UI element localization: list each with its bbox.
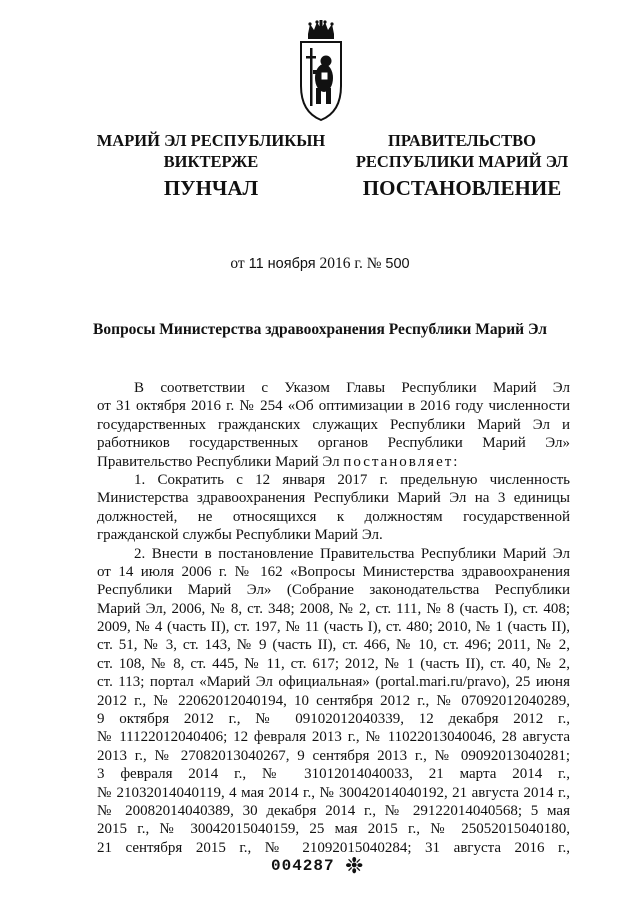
- body-line: от 31 октября 2016 г. № 254 «Об оптимизации в 2016 году численности: [97, 398, 570, 415]
- body-line: 2009, № 4 (часть II), ст. 197, № 11 (часть I), ст. 480; 2010, № 1 (часть II),: [97, 619, 570, 636]
- body-line: государственных гражданских служащих Республики Марий Эл и: [97, 416, 570, 433]
- body-line: № 20082014040389, 30 декабря 2014 г., № 29122014040568; 5 мая: [97, 802, 570, 819]
- header-right-title: [352, 130, 572, 172]
- body-line: ст. 51, № 3, ст. 143, № 9 (часть II), ст. 466, № 10, ст. 496; 2011, № 2,: [97, 637, 570, 654]
- document-title: Вопросы Министерства здравоохранения Республики Марий Эл: [93, 321, 547, 338]
- document-number: 500: [385, 256, 410, 272]
- body-line: Республики Марий Эл» (Собрание законодательства Республики: [97, 582, 570, 599]
- body-line: ст. 113; портал «Марий Эл официальная» (portal.mari.ru/pravo), 25 июня: [97, 674, 570, 691]
- body-line: [97, 453, 570, 471]
- body-line: 2015 г., № 30042015040159, 25 мая 2015 г., № 25052015040180,: [97, 821, 570, 838]
- body-line: Министерства здравоохранения Республики Марий Эл на 3 единицы: [97, 490, 570, 507]
- date-prefix: от: [230, 255, 245, 272]
- date-year: 2016 г.: [319, 255, 363, 272]
- header-right-line2: РЕСПУБЛИКИ МАРИЙ ЭЛ: [355, 152, 569, 171]
- body-line: Марий Эл, 2006, № 8, ст. 348; 2008, № 2, ст. 111, № 8 (часть I), ст. 408;: [97, 600, 570, 617]
- body-line: гражданской службы Республики Марий Эл.: [97, 527, 383, 544]
- body-line: В соответствии с Указом Главы Республики Марий Эл: [134, 380, 570, 396]
- body-line-part: Правительство Республики Марий Эл: [97, 453, 340, 470]
- shield-cross-icon: [321, 72, 328, 80]
- body-line: 2. Внести в постановление Правительства Республики Марий Эл: [134, 545, 570, 562]
- body-line-spaced: постановляет:: [343, 453, 460, 470]
- header-left-title: [95, 130, 327, 172]
- body-line: № 21032014040119, 4 мая 2014 г., № 30042014040192, 21 августа 2014 г.,: [97, 784, 570, 801]
- header-left-line1: МАРИЙ ЭЛ РЕСПУБЛИКЫН: [96, 131, 326, 150]
- body-line: ст. 108, № 8, ст. 445, № 11, ст. 617; 2012, № 1 (часть II), ст. 40, № 2,: [97, 655, 570, 672]
- body-line: 2012 г., № 22062012040194, 10 сентября 2012 г., № 07092012040289,: [97, 692, 570, 709]
- body-line: работников государственных органов Республики Марий Эл»: [97, 435, 570, 452]
- crown-icon: [308, 20, 334, 39]
- coat-of-arms-emblem: [296, 20, 346, 125]
- body-line: № 11122012040406; 12 февраля 2013 г., № 11022013040046, 28 августа: [97, 729, 570, 746]
- document-body: [97, 379, 570, 857]
- body-line: должностей, не относящихся к должностям государственной: [97, 508, 570, 525]
- body-line: 1. Сократить с 12 января 2017 г. предельную численность: [134, 471, 570, 488]
- body-line: 3 февраля 2014 г., № 31012014040033, 21 марта 2014 г.,: [97, 766, 570, 783]
- header-left-line2: ВИКТЕРЖЕ: [163, 152, 259, 171]
- document-type-russian: ПОСТАНОВЛЕНИЕ: [362, 176, 562, 200]
- number-sign: №: [366, 255, 382, 272]
- document-type-mari: ПУНЧАЛ: [163, 176, 259, 200]
- date-line: [0, 255, 640, 273]
- asterisk-mark-icon: ❉: [345, 853, 364, 878]
- form-serial-number: 004287: [271, 857, 335, 875]
- body-line: от 14 июля 2006 г. № 162 «Вопросы Министерства здравоохранения: [97, 563, 570, 580]
- date-value: 11 ноября: [248, 256, 316, 272]
- body-line: 2013 г., № 27082013040267, 9 сентября 2013 г., № 09092013040281;: [97, 747, 570, 764]
- header-right-line1: ПРАВИТЕЛЬСТВО: [388, 131, 536, 150]
- body-line: 21 сентября 2015 г., № 21092015040284; 31 августа 2016 г.,: [97, 839, 570, 856]
- body-line: 9 октября 2012 г., № 09102012040339, 12 декабря 2012 г.,: [97, 711, 570, 728]
